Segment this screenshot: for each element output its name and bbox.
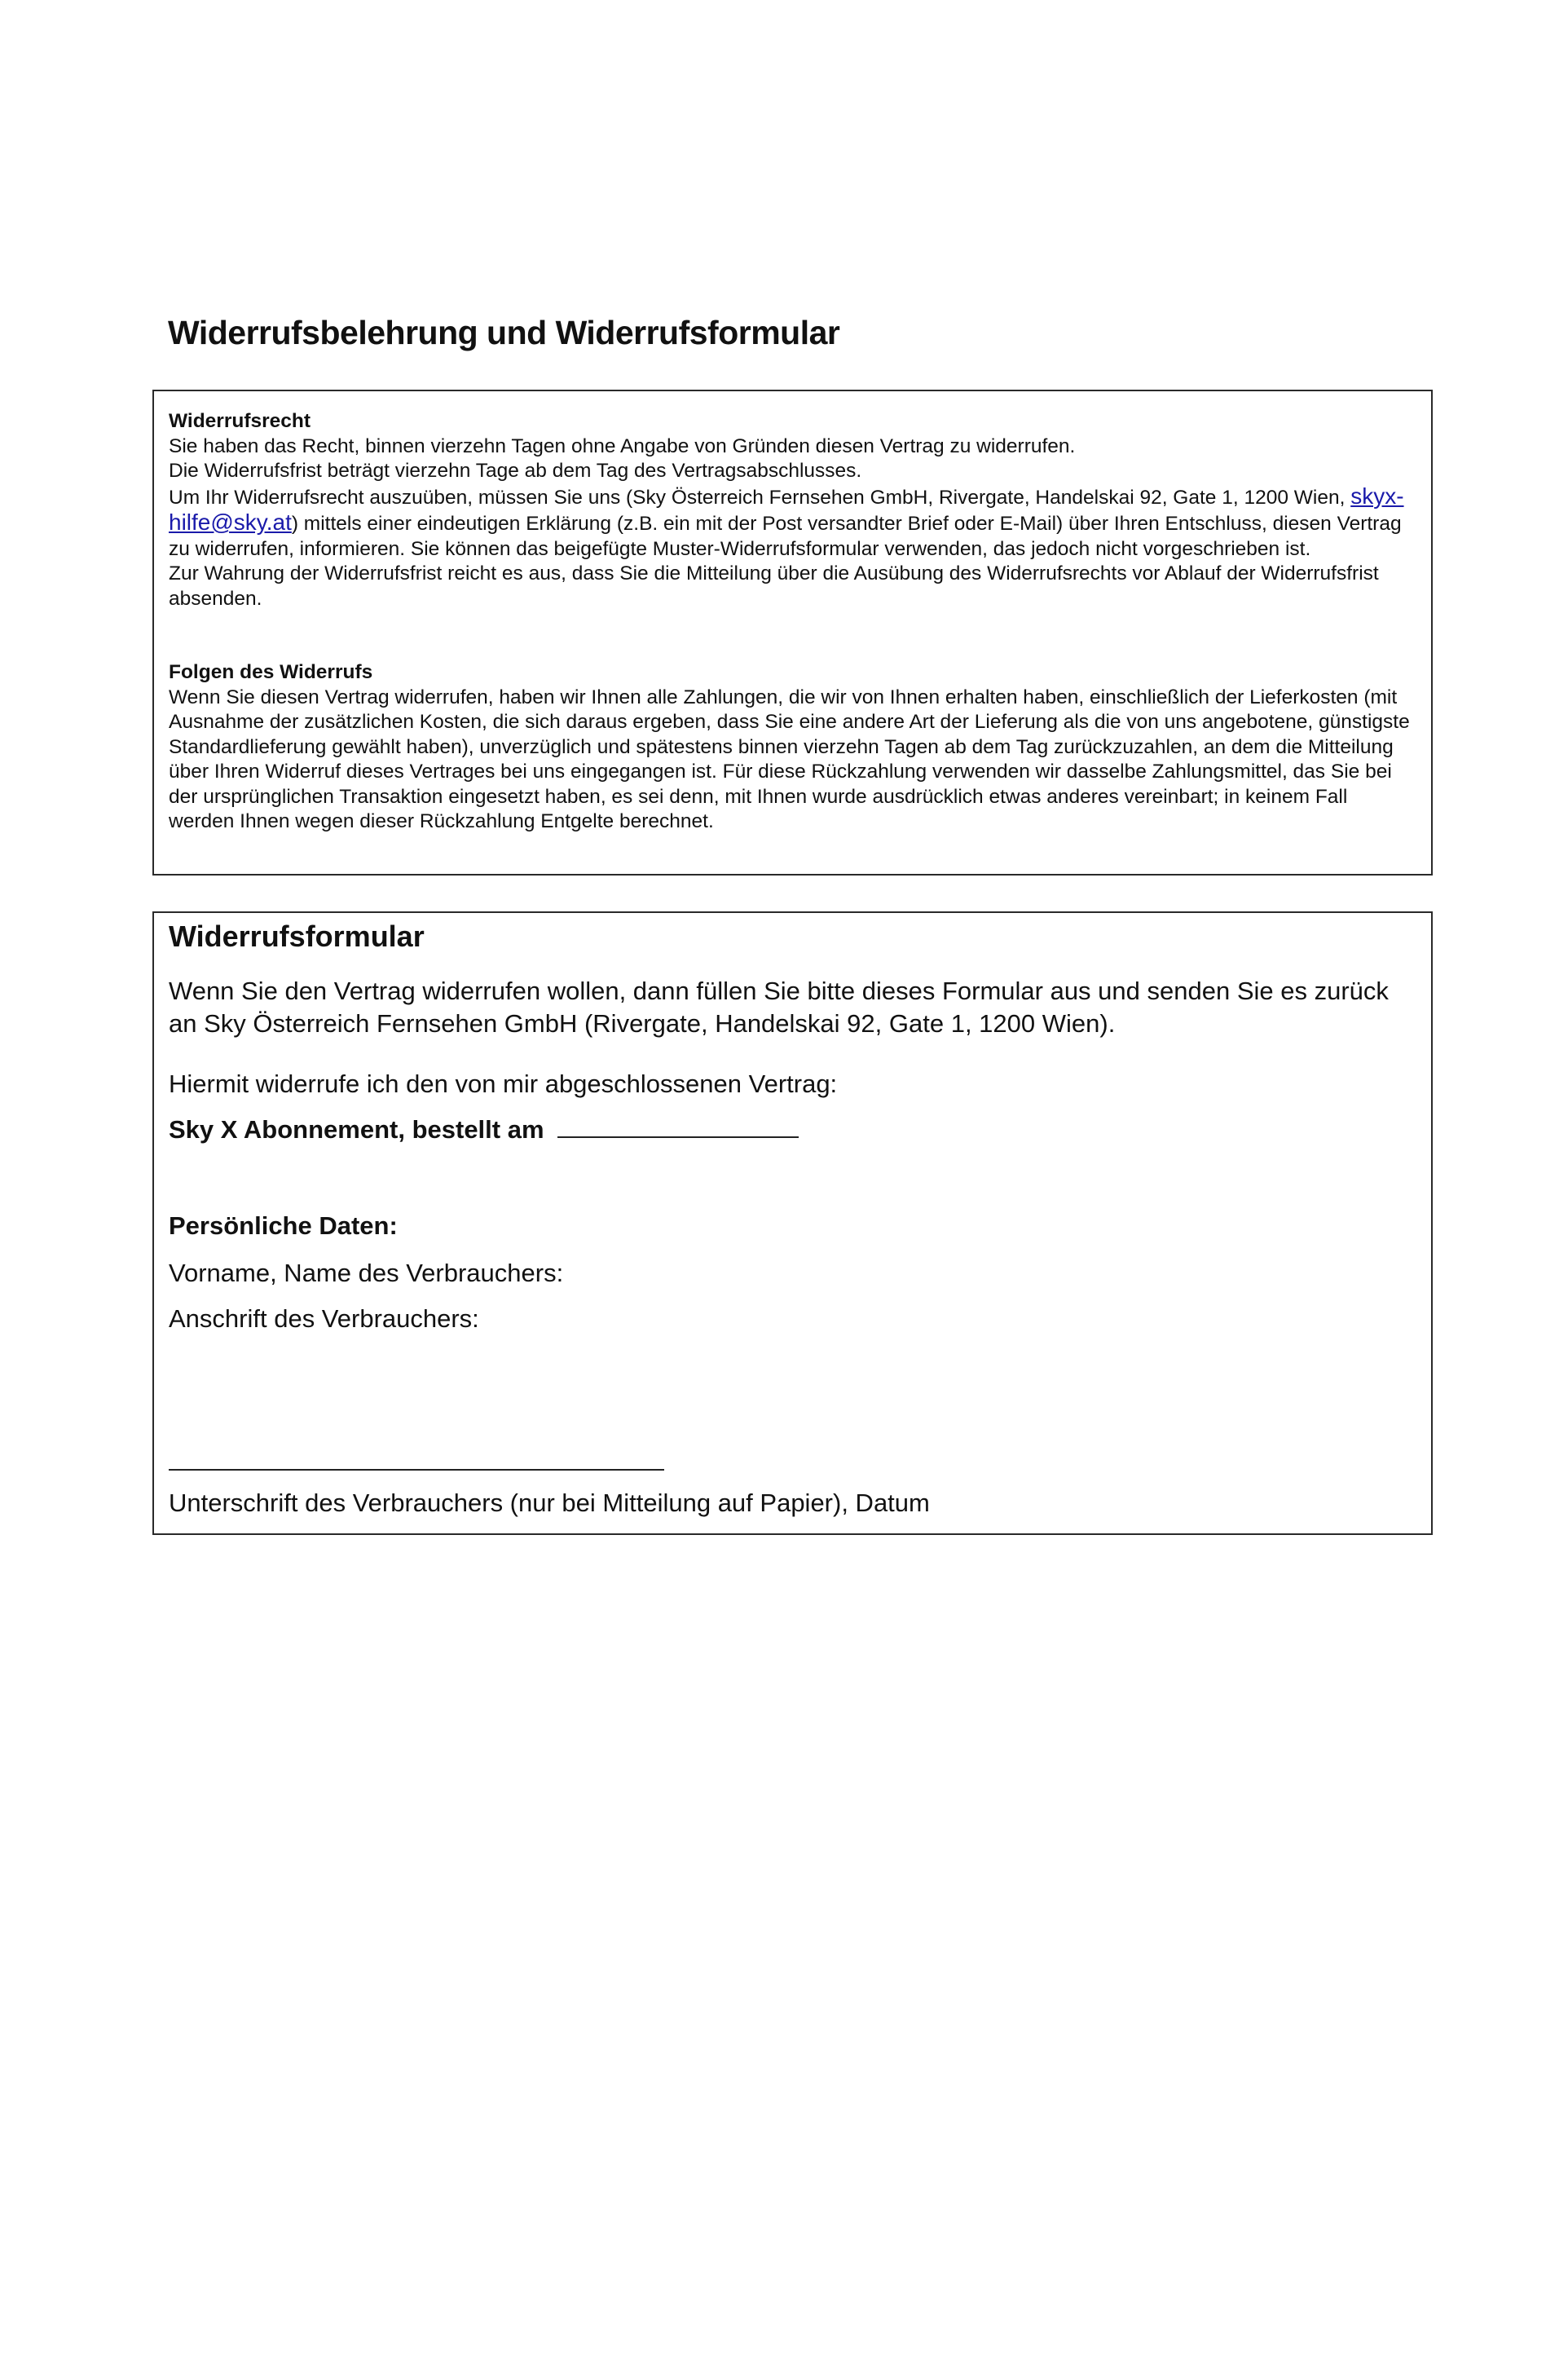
subscription-label: Sky X Abonnement, bestellt am (169, 1115, 544, 1144)
deadline-text: Zur Wahrung der Widerrufsfrist reicht es aus, dass Sie die Mitteilung über die Ausübung des Widerrufsrechts vor Ablauf der Widerrufsfrist absenden. (169, 562, 1379, 610)
form-intro-text: Wenn Sie den Vertrag widerrufen wollen, dann füllen Sie bitte dieses Formular aus und senden Sie es zurück an Sky Österreich Fernsehen GmbH (Rivergate, Handelskai 92, Gate 1, 1200 Wien). (169, 977, 1389, 1038)
subscription-line (169, 1114, 799, 1146)
page-title: Widerrufsbelehrung und Widerrufsformular (168, 314, 840, 351)
exercise-text-before-link: Um Ihr Widerrufsrecht auszuüben, müssen Sie uns (Sky Österreich Fernsehen GmbH, Rivergate, Handelskai 92, Gate 1, 1200 Wien, (169, 486, 1351, 509)
form-title: Widerrufsformular (169, 920, 425, 953)
section-spacer (169, 611, 1410, 660)
declaration-text: Hiermit widerrufe ich den von mir abgeschlossenen Vertrag: (169, 1070, 838, 1098)
right-of-withdrawal-heading: Widerrufsrecht (169, 410, 311, 432)
consequences-heading: Folgen des Widerrufs (169, 661, 373, 683)
order-date-field[interactable] (557, 1115, 799, 1138)
personal-data-heading: Persönliche Daten: (169, 1211, 398, 1240)
consequences-text: Wenn Sie diesen Vertrag widerrufen, haben wir Ihnen alle Zahlungen, die wir von Ihnen erhalten haben, einschließlich der Lieferkosten (mit Ausnahme der zusätzlichen Kosten, die sich daraus ergeben, dass Sie eine andere Art der Lieferung als die von uns angebotene, günstigste Standardlieferung gewählt haben), unverzüglich und spätestens binnen vierzehn Tagen ab dem Tag zurückzuzahlen, an dem die Mitteilung über Ihren Widerruf dieses Vertrages bei uns eingegangen ist. Für diese Rückzahlung verwenden wir dasselbe Zahlungsmittel, das Sie bei der ursprünglichen Transaktion eingesetzt haben, es sei denn, mit Ihnen wurde ausdrücklich etwas anderes vereinbart; in keinem Fall werden Ihnen wegen dieser Rückzahlung Entgelte berechnet. (169, 686, 1410, 832)
support-email-link[interactable]: skyx-hilfe@sky.at (169, 483, 1404, 535)
consumer-address-label: Anschrift des Verbrauchers: (169, 1304, 479, 1333)
withdrawal-info-box (152, 390, 1433, 876)
right-text-line-2: Die Widerrufsfrist beträgt vierzehn Tage ab dem Tag des Vertragsabschlusses. (169, 460, 862, 482)
signature-label: Unterschrift des Verbrauchers (nur bei Mitteilung auf Papier), Datum (169, 1489, 930, 1517)
withdrawal-form-box (152, 911, 1433, 1535)
exercise-text-after-link: ) mittels einer eindeutigen Erklärung (z.B. ein mit der Post versandter Brief oder E-Mail) über Ihren Entschluss, diesen Vertrag zu widerrufen, informieren. Sie können das beigefügte Muster-Widerrufsformular verwenden, das jedoch nicht vorgeschrieben ist. (169, 513, 1402, 560)
exercise-right-text (169, 484, 1410, 562)
consumer-name-label: Vorname, Name des Verbrauchers: (169, 1259, 564, 1287)
signature-field[interactable] (169, 1469, 664, 1471)
right-text-line-1: Sie haben das Recht, binnen vierzehn Tagen ohne Angabe von Gründen diesen Vertrag zu widerrufen. (169, 434, 1076, 457)
